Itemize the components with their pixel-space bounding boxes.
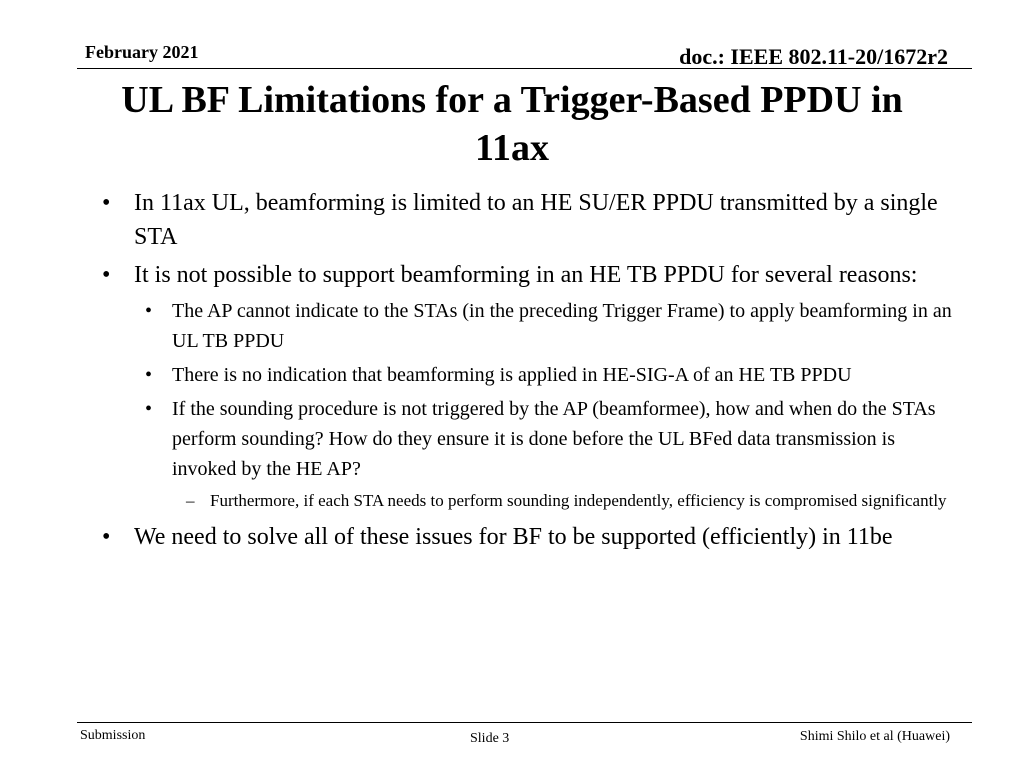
sub-bullet-item [100, 296, 960, 356]
bullet-marker: • [145, 364, 153, 386]
sub-bullet-text: The AP cannot indicate to the STAs (in the preceding Trigger Frame) to apply beamforming in an UL TB PPDU [172, 300, 952, 352]
footer-divider [77, 722, 972, 723]
sub-bullet-item [100, 394, 960, 484]
bullet-marker: • [145, 300, 153, 322]
sub-bullet-item [100, 360, 960, 390]
sub-sub-bullet-text: Furthermore, if each STA needs to perform sounding independently, efficiency is compromised significantly [210, 491, 947, 510]
dash-marker: – [186, 491, 195, 510]
bullet-marker: • [102, 190, 111, 216]
bullet-marker: • [102, 524, 111, 550]
footer-authors: Shimi Shilo et al (Huawei) [799, 729, 950, 744]
header-divider [77, 68, 972, 69]
bullet-item [100, 258, 960, 292]
sub-bullet-text: If the sounding procedure is not triggered by the AP (beamformee), how and when do the STAs perform sounding? How do they ensure it is done before the UL BFed data transmission is invoked by the HE AP? [172, 398, 936, 480]
bullet-text: It is not possible to support beamforming in an HE TB PPDU for several reasons: [134, 262, 918, 288]
bullet-item [100, 520, 960, 554]
sub-bullet-text: There is no indication that beamforming is applied in HE-SIG-A of an HE TB PPDU [172, 364, 852, 386]
sub-sub-bullet-item [100, 488, 960, 514]
bullet-text: In 11ax UL, beamforming is limited to an HE SU/ER PPDU transmitted by a single STA [134, 190, 938, 250]
bullet-marker: • [145, 398, 153, 420]
slide-body [100, 186, 960, 558]
header-doc-id: doc.: IEEE 802.11-20/1672r2 [679, 44, 948, 69]
slide-title: UL BF Limitations for a Trigger-Based PPDU in 11ax [121, 79, 903, 169]
bullet-marker: • [102, 262, 111, 288]
footer-submission: Submission [80, 728, 146, 743]
header-date: February 2021 [85, 42, 199, 62]
bullet-text: We need to solve all of these issues for BF to be supported (efficiently) in 11be [134, 524, 893, 550]
bullet-item [100, 186, 960, 254]
slide-number: Slide 3 [470, 731, 510, 746]
